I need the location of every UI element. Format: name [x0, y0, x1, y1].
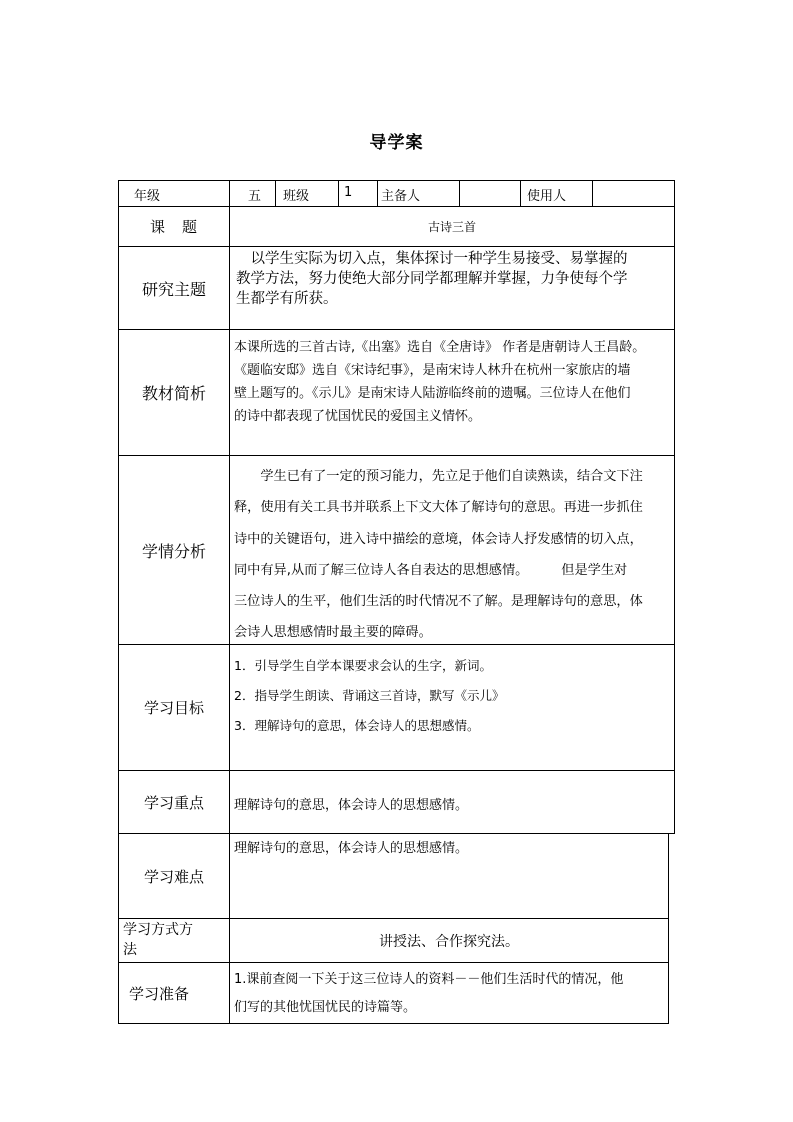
page-title: 导学案	[369, 133, 424, 153]
list-item: 2．指导学生朗读、背诵这三首诗，默写《示儿》	[234, 688, 505, 703]
col-divider	[459, 180, 460, 207]
row-divider	[118, 962, 669, 963]
methods-label-line: 学习方式方	[123, 922, 193, 938]
text-line: 们写的其他忧国忧民的诗篇等。	[234, 1000, 417, 1015]
research-label: 研究主题	[141, 279, 206, 299]
methods-label	[123, 920, 193, 960]
row-divider	[118, 1023, 669, 1024]
text-line: 本课所选的三首古诗,《出塞》选自《全唐诗》 作者是唐朝诗人王昌龄。	[234, 340, 646, 355]
lead-preparer-label: 主备人	[381, 189, 421, 204]
preparation-text	[234, 966, 623, 1022]
material-text	[234, 336, 645, 428]
text-line: 诗中的关键语句，进入诗中描绘的意境，体会诗人抒发感情的切入点，	[234, 531, 643, 547]
difficulties-text: 理解诗句的意思，体会诗人的思想感情。	[234, 841, 469, 856]
col-divider	[668, 833, 669, 1024]
topic-value: 古诗三首	[427, 220, 476, 234]
objectives-text	[234, 651, 504, 741]
text-line: 学生已有了一定的预习能力，先立足于他们自读熟读，结合文下注	[234, 469, 643, 484]
text-line: 生都学有所获。	[236, 291, 338, 307]
list-item: 3．理解诗句的意思，体会诗人的思想感情。	[234, 718, 480, 733]
text-line: 壁上题写的。《示儿》是南宋诗人陆游临终前的遗嘱。三位诗人在他们	[234, 386, 631, 401]
student-analysis-text	[234, 461, 643, 649]
material-label: 教材简析	[141, 384, 206, 403]
student-analysis-label: 学情分析	[141, 541, 206, 561]
text-line: 同中有异,从而了解三位诗人各自表达的思想感情。 但是学生对	[234, 562, 628, 578]
list-item: 1．引导学生自学本课要求会认的生字，新词。	[234, 658, 492, 673]
col-divider	[674, 180, 675, 834]
col-divider	[275, 180, 276, 207]
objectives-label: 学习目标	[143, 699, 204, 717]
key-points-text: 理解诗句的意思，体会诗人的思想感情。	[234, 798, 469, 813]
key-points-label: 学习重点	[143, 793, 204, 812]
text-line: 三位诗人的生平，他们生活的时代情况不了解。是理解诗句的意思，体	[234, 594, 643, 610]
grade-label: 年级	[134, 189, 161, 204]
text-line: 教学方法，努力使绝大部分同学都理解并掌握，力争使每个学	[236, 271, 628, 287]
text-line: 《题临安邸》选自《宋诗纪事》，是南宋诗人林升在杭州一家旅店的墙	[234, 363, 631, 378]
col-divider	[338, 180, 339, 207]
methods-value: 讲授法、合作探究法。	[379, 933, 519, 950]
col-divider	[520, 180, 521, 207]
col-divider	[592, 180, 593, 207]
class-label: 班级	[283, 189, 310, 204]
class-value: 1	[344, 185, 353, 200]
methods-label-line: 法	[123, 942, 137, 958]
preparation-label: 学习准备	[128, 984, 189, 1003]
research-text	[236, 249, 628, 309]
grade-value: 五	[248, 189, 262, 204]
difficulties-label: 学习难点	[143, 867, 204, 886]
text-line: 会诗人思想感情时最主要的障碍。	[234, 625, 432, 641]
text-line: 以学生实际为切入点，集体探讨一种学生易接受、易掌握的	[236, 251, 628, 267]
col-divider	[229, 180, 230, 1024]
user-label: 使用人	[527, 189, 567, 204]
text-line: 释，使用有关工具书并联系上下文大体了解诗句的意思。再进一步抓住	[234, 500, 643, 516]
topic-label: 课 题	[149, 218, 198, 236]
text-line: 的诗中都表现了忧国忧民的爱国主义情怀。	[234, 409, 482, 424]
text-line: 1.课前查阅一下关于这三位诗人的资料－－他们生活时代的情况，他	[234, 972, 624, 987]
col-divider	[377, 180, 378, 207]
